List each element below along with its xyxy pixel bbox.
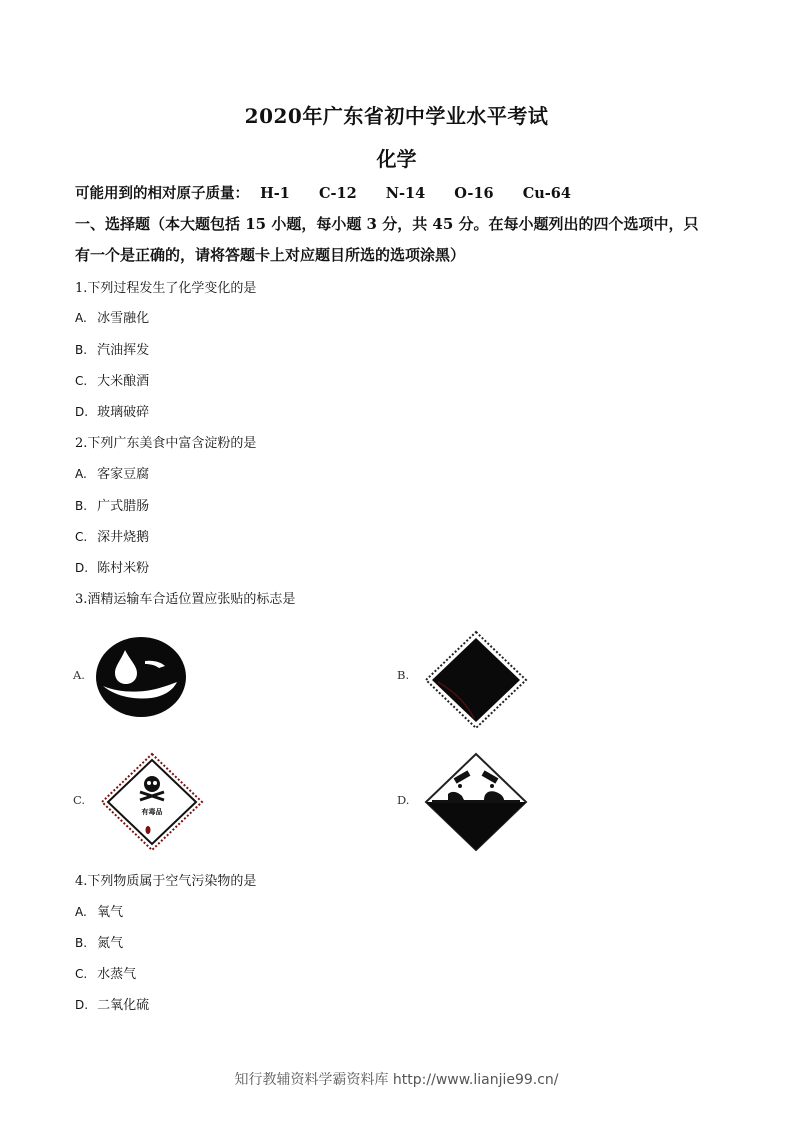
option-letter: B. [75,499,88,513]
option-letter: A. [75,467,87,481]
toxic-skull-diamond-icon[interactable] [100,752,204,852]
option-letter: D. [75,998,89,1012]
section-header-line-1: 一、选择题（本大题包括 15 小题，每小题 3 分，共 45 分。在每小题列出的四个选项中，只 [75,215,699,233]
corrosive-diamond-icon[interactable] [424,752,528,852]
option-letter: A. [75,311,87,325]
question-3-option-b-label[interactable]: B. [397,668,410,682]
water-reactive-circle-icon[interactable] [95,636,187,718]
option-letter: B. [75,936,88,950]
option-text: 氮气 [97,936,124,951]
question-1-option-c[interactable] [75,370,149,389]
option-text: 氧气 [97,905,124,920]
option-letter: D. [75,405,89,419]
option-text: 冰雪融化 [97,311,150,326]
page-title: 2020年广东省初中学业水平考试 [244,104,549,128]
black-diamond-sign-icon[interactable] [424,630,528,730]
question-2-option-b[interactable] [75,495,149,514]
atomic-mass-item: N-14 [385,185,426,202]
question-1-option-b[interactable] [75,339,149,358]
question-2-option-c[interactable] [75,526,149,545]
option-text: 广式腊肠 [97,499,150,514]
page-footer: 知行教辅资料学霸资料库 http://www.lianjie99.cn/ [234,1072,559,1088]
toxic-sign-text: 有毒品 [141,808,163,816]
option-text: 水蒸气 [97,967,137,982]
option-text: 深井烧鹅 [97,530,150,545]
option-text: 二氧化硫 [97,998,150,1013]
option-letter: C. [75,967,88,981]
question-4-option-a[interactable] [75,901,123,920]
option-letter: C. [75,374,88,388]
question-4-option-d[interactable] [75,994,149,1013]
option-text: 陈村米粉 [97,561,150,576]
question-3-stem: 3.酒精运输车合适位置应张贴的标志是 [75,592,296,607]
option-text: 大米酿酒 [97,374,150,389]
question-3-option-c-label[interactable]: C. [73,793,86,807]
option-letter: B. [75,343,88,357]
question-3-option-d-label[interactable]: D. [397,793,410,807]
atomic-masses-label: 可能用到的相对原子质量： [75,185,249,202]
question-4-option-b[interactable] [75,932,123,951]
question-4-option-c[interactable] [75,963,136,982]
atomic-mass-item: H-1 [260,185,290,202]
option-text: 客家豆腐 [97,467,150,482]
question-2-stem: 2.下列广东美食中富含淀粉的是 [75,436,257,451]
atomic-mass-item: C-12 [318,185,357,202]
option-letter: D. [75,561,89,575]
question-2-option-a[interactable] [75,463,149,482]
atomic-mass-item: Cu-64 [522,185,571,202]
question-1-option-a[interactable] [75,307,149,326]
question-4-stem: 4.下列物质属于空气污染物的是 [75,874,257,889]
question-2-option-d[interactable] [75,557,149,576]
question-1-option-d[interactable] [75,401,149,420]
subject-title: 化学 [376,147,417,171]
option-letter: C. [75,530,88,544]
section-header-line-2: 有一个是正确的，请将答题卡上对应题目所选的选项涂黑） [75,246,466,264]
question-3-option-a-label[interactable]: A. [73,668,85,682]
option-text: 汽油挥发 [97,343,150,358]
option-text: 玻璃破碎 [97,405,150,420]
atomic-mass-item: O-16 [454,185,494,202]
option-letter: A. [75,905,87,919]
question-1-stem: 1.下列过程发生了化学变化的是 [75,281,257,296]
atomic-masses-line [75,182,595,203]
